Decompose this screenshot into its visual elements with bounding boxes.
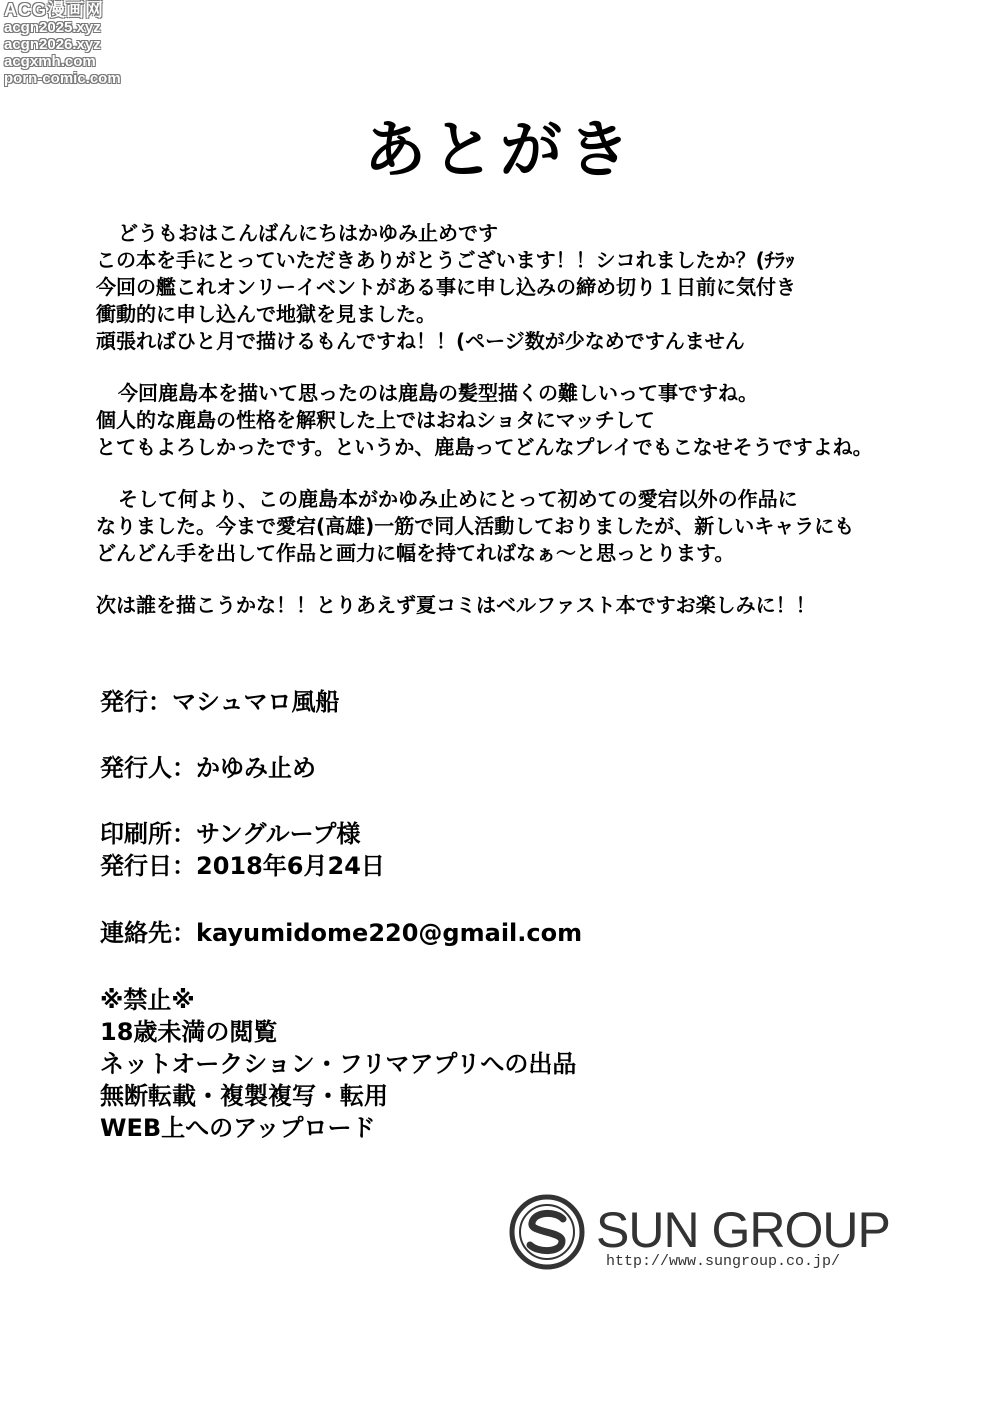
issuer-line: 発行人：かゆみ止め	[100, 754, 316, 782]
publisher-line: 発行：マシュマロ風船	[100, 688, 340, 716]
watermark-url: acgxmh.com	[4, 53, 96, 70]
site-watermark	[4, 2, 121, 87]
afterword-line: どんどん手を出して作品と画力に幅を持てればなぁ～と思っとります。	[96, 541, 735, 565]
prohibited-item: WEB上へのアップロード	[100, 1114, 376, 1142]
prohibited-item: ネットオークション・フリマアプリへの出品	[100, 1050, 577, 1078]
logo-company-name: SUN GROUP	[596, 1202, 890, 1258]
date-line: 発行日：2018年6月24日	[100, 852, 385, 880]
watermark-url: porn-comic.com	[4, 70, 121, 87]
sun-group-logo	[508, 1193, 908, 1283]
prohibited-item: 18歳未満の閲覧	[100, 1018, 278, 1046]
logo-url: http://www.sungroup.co.jp/	[606, 1253, 841, 1270]
afterword-line: とてもよろしかったです。というか、鹿島ってどんなプレイでもこなせそうですよね。	[96, 435, 873, 459]
prohibited-item: 無断転載・複製複写・転用	[100, 1082, 388, 1110]
afterword-line: どうもおはこんばんにちはかゆみ止めです	[118, 221, 498, 245]
page-title: あとがき	[363, 113, 636, 186]
watermark-url: acgn2025.xyz	[4, 19, 101, 36]
afterword-text	[96, 220, 956, 619]
afterword-line: 次は誰を描こうかな！！とりあえず夏コミはベルファスト本ですお楽しみに！！	[96, 593, 816, 617]
afterword-line: 個人的な鹿島の性格を解釈した上ではおねショタにマッチして	[96, 408, 655, 432]
prohibited-notice	[100, 984, 900, 1144]
colophon-contact	[100, 917, 900, 949]
afterword-line: この本を手にとっていただきありがとうございます！！シコれましたか？(ﾁﾗｯ	[96, 248, 795, 272]
afterword-line: 衝動的に申し込んで地獄を見ました。	[96, 302, 436, 326]
colophon-issuer	[100, 752, 900, 784]
contact-line: 連絡先：kayumidome220@gmail.com	[100, 919, 583, 947]
afterword-line: 今回鹿島本を描いて思ったのは鹿島の髪型描くの難しいって事ですね。	[118, 381, 758, 405]
printer-line: 印刷所：サングループ様	[100, 820, 361, 848]
afterword-line: なりました。今まで愛宕(高雄)一筋で同人活動しておりましたが、新しいキャラにも	[96, 514, 855, 538]
afterword-line: 今回の艦これオンリーイベントがある事に申し込みの締め切り１日前に気付き	[96, 275, 796, 299]
afterword-line: そして何より、この鹿島本がかゆみ止めにとって初めての愛宕以外の作品に	[118, 487, 798, 511]
colophon-publisher	[100, 686, 900, 718]
watermark-url: acgn2026.xyz	[4, 36, 101, 53]
watermark-title: ACG漫画网	[4, 0, 104, 20]
colophon-print	[100, 818, 900, 882]
prohibited-header: ※禁止※	[100, 986, 195, 1014]
sun-group-logo-icon	[508, 1193, 586, 1271]
afterword-line: 頑張ればひと月で描けるもんですね！！(ページ数が少なめですんません	[96, 329, 745, 353]
